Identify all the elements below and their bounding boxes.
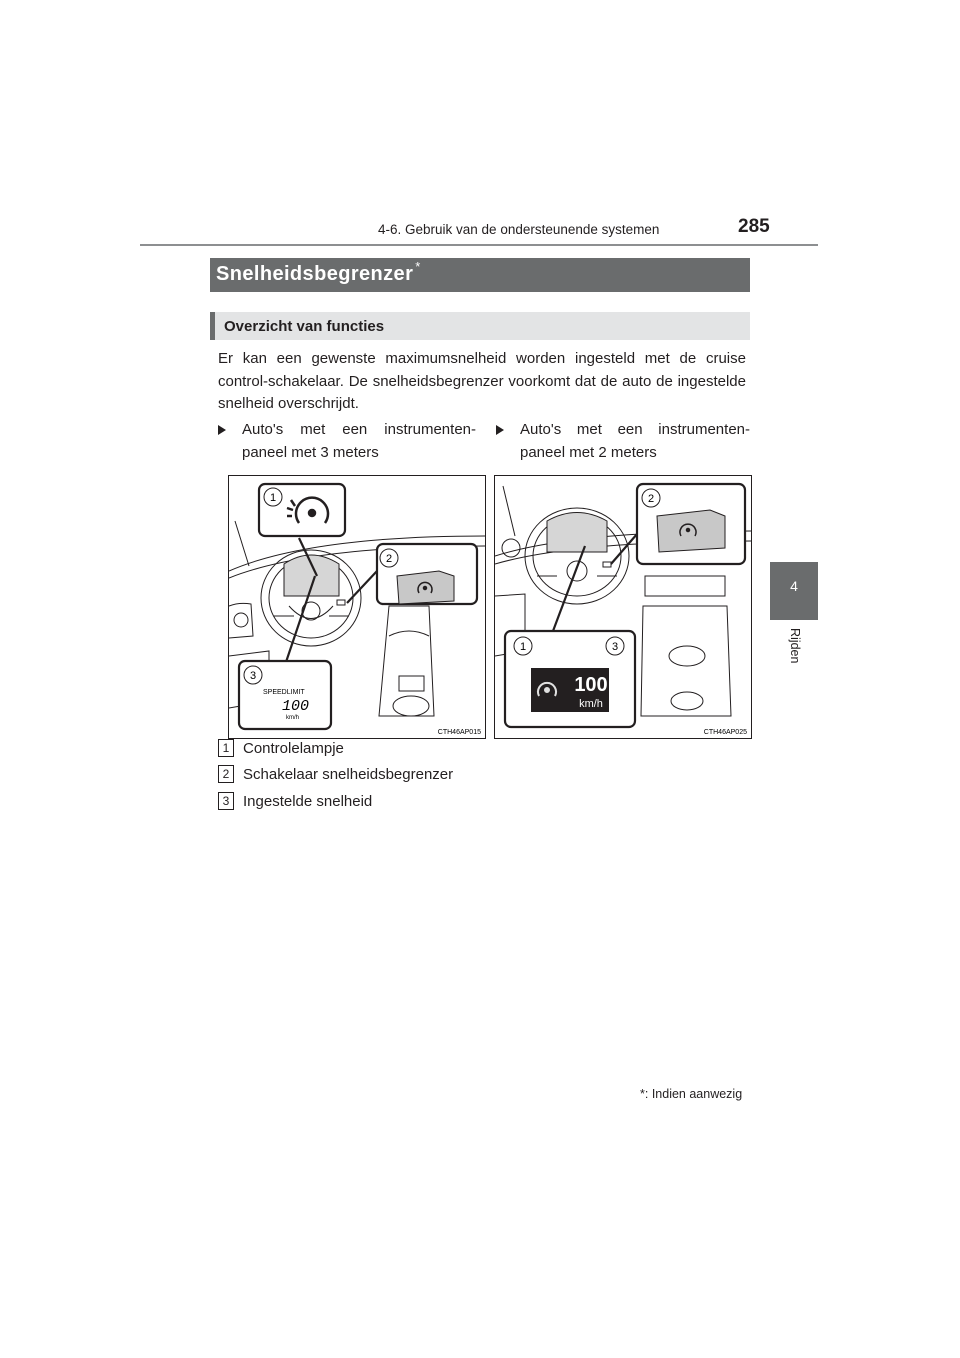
legend-item [218,739,344,757]
display-speed-value: 100 [574,674,608,696]
display-speed-unit: km/h [579,698,603,710]
chapter-label-text: Rijden [788,628,802,664]
callout-number-2: 2 [385,553,393,565]
callout-number-3: 3 [249,670,257,682]
page-number: 285 [738,216,770,237]
title-footnote-marker: * [415,259,421,274]
chapter-label [784,628,804,688]
chapter-tab-number: 4 [790,578,798,594]
dashboard-illustration [229,476,485,738]
triangle-bullet-icon [218,425,226,435]
callout-number-1: 1 [269,492,277,504]
page-title [216,259,421,286]
callout-number-2: 2 [647,493,655,505]
legend-text: Schakelaar snelheidsbegrenzer [243,766,454,783]
figure-2-meter-panel [494,475,752,739]
display-speed-unit: km/h [286,715,300,721]
callout-number-1: 1 [519,641,527,653]
legend-number: 2 [218,765,234,783]
bullet-text: Auto's met een instrumenten-paneel met 3 meters [242,421,476,461]
callout-number-3: 3 [611,641,619,653]
triangle-bullet-icon [496,425,504,435]
legend-text: Ingestelde snelheid [243,793,373,810]
figure-code: CTH46AP025 [703,729,747,736]
display-speedlimit-label: SPEEDLIMIT [263,689,305,696]
legend-item [218,765,453,783]
subtitle-accent [210,312,215,340]
footnote [640,1087,742,1101]
figure-code: CTH46AP015 [437,729,481,736]
legend-number: 3 [218,792,234,810]
dashboard-illustration [495,476,751,738]
page-title-text: Snelheidsbegrenzer [216,263,414,285]
header-divider [140,244,818,246]
legend-text: Controlelampje [243,740,344,757]
bullet-item [496,419,750,464]
footnote-text: : Indien aanwezig [644,1087,743,1101]
bullet-item [218,419,476,464]
legend-item [218,792,372,810]
display-speed-value: 100 [281,698,309,715]
intro-paragraph: Er kan een gewenste maximumsnelheid worden ingesteld met de cruise control-schakelaar. De snelheidsbegrenzer voorkomt dat de auto de ingestelde snelheid overschrijdt. [218,350,746,412]
section-header: 4-6. Gebruik van de ondersteunende systemen [378,222,660,237]
section-subtitle: Overzicht van functies [224,318,385,335]
figure-3-meter-panel [228,475,486,739]
legend-number: 1 [218,739,234,757]
footnote-marker: * [640,1087,645,1101]
bullet-text: Auto's met een instrumenten-paneel met 2 meters [520,421,750,461]
